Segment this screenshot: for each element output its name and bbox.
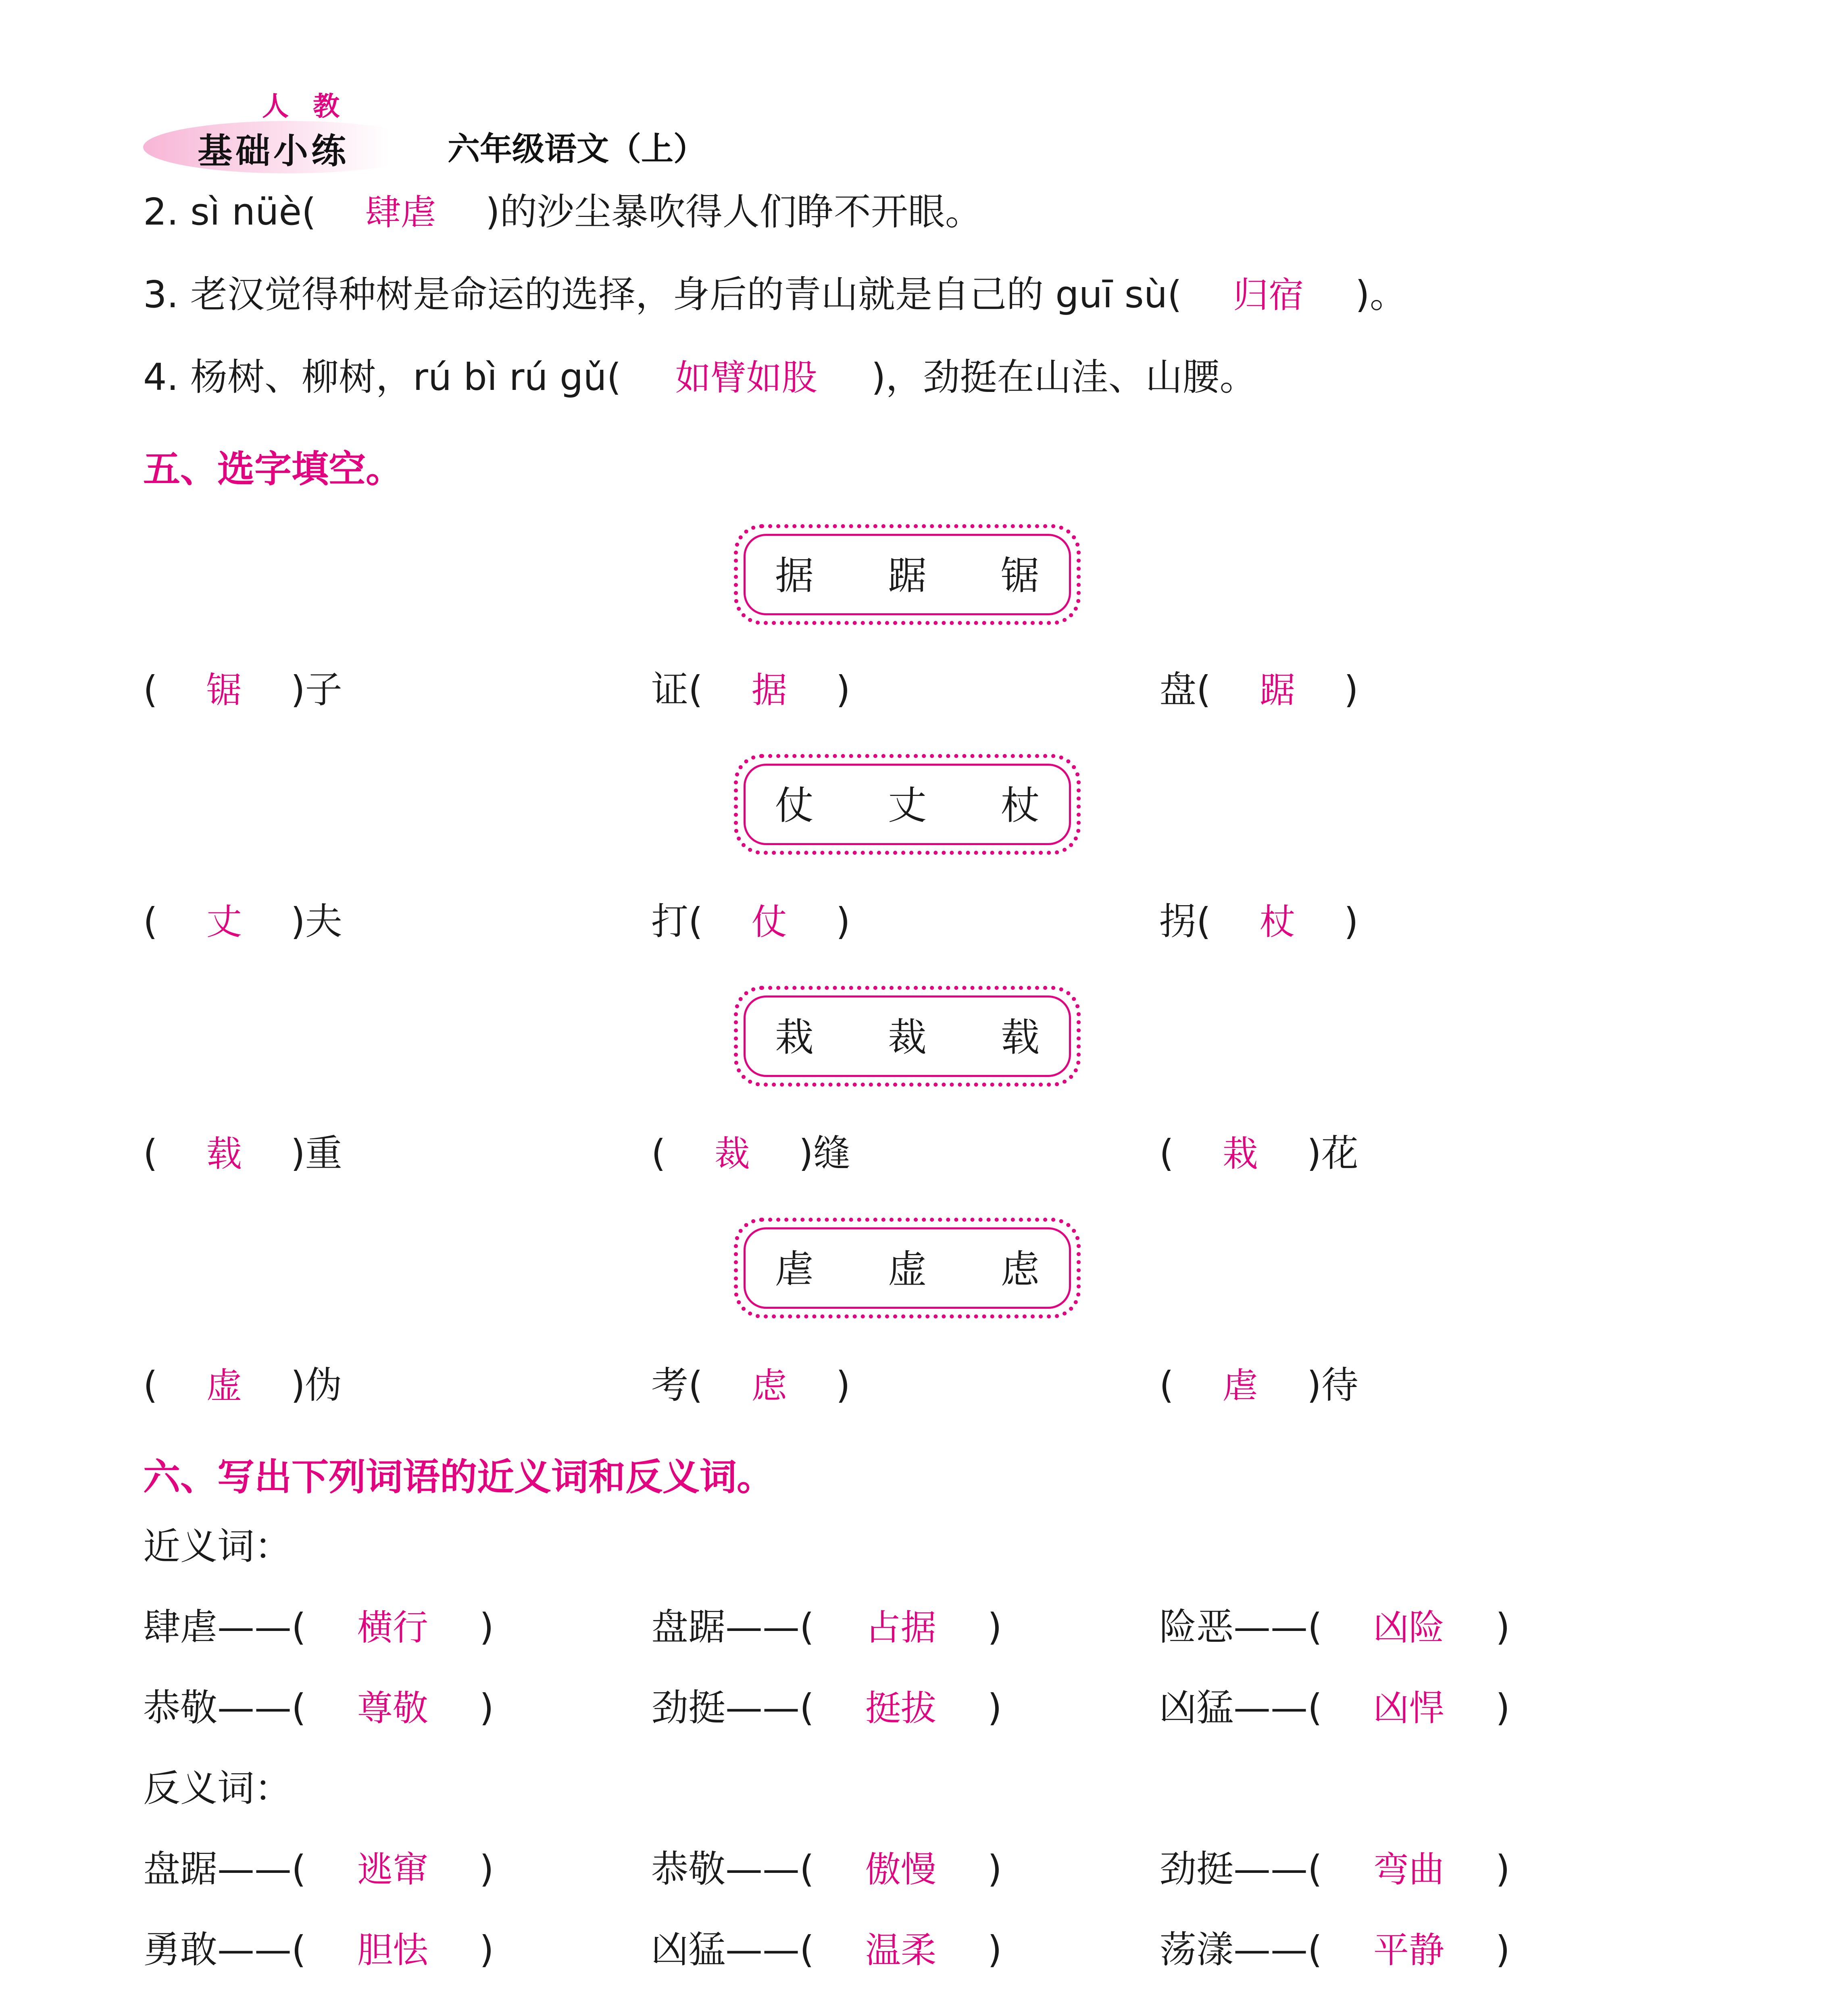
fill-item: ( 载 )重 xyxy=(143,1132,342,1175)
fill-item: 拐( 杖 ) xyxy=(1159,900,1358,943)
answer: 肆虐 xyxy=(365,192,436,233)
word-pair: 荡漾——( 平静 ) xyxy=(1159,1928,1510,1971)
word-pair: 盘踞——( 占据 ) xyxy=(651,1606,1002,1649)
q4-item-4: 4. 杨树、柳树，rú bì rú gǔ( 如臂如股 )，劲挺在山洼、山腰。 xyxy=(143,356,1257,399)
header-logo-main: 基础小练 xyxy=(198,131,349,171)
frame-chars-3: 栽 裁 载 xyxy=(775,1015,1040,1060)
fill-item: ( 裁 )缝 xyxy=(651,1132,850,1175)
antonym-label: 反义词： xyxy=(143,1767,292,1810)
header-logo-small: 人教 xyxy=(262,91,364,122)
word-pair: 险恶——( 凶险 ) xyxy=(1159,1606,1510,1649)
frame-chars-2: 仗 丈 杖 xyxy=(775,783,1040,828)
word-pair: 劲挺——( 挺拔 ) xyxy=(651,1686,1002,1729)
answer: 如臂如股 xyxy=(675,357,817,398)
fill-item: ( 虐 )待 xyxy=(1159,1364,1358,1407)
word-pair: 凶猛——( 温柔 ) xyxy=(651,1928,1002,1971)
word-pair: 恭敬——( 傲慢 ) xyxy=(651,1847,1002,1891)
fill-item: ( 虚 )伪 xyxy=(143,1364,342,1407)
word-pair: 盘踞——( 逃窜 ) xyxy=(143,1847,494,1891)
fill-item: ( 锯 )子 xyxy=(143,668,342,711)
word-pair: 凶猛——( 凶悍 ) xyxy=(1159,1686,1510,1729)
q4-item-2: 2. sì nüè( 肆虐 )的沙尘暴吹得人们睁不开眼。 xyxy=(143,190,982,233)
section6-title: 六、写出下列词语的近义词和反义词。 xyxy=(143,1456,774,1499)
synonym-label: 近义词： xyxy=(143,1525,292,1568)
fill-item: 考( 虑 ) xyxy=(651,1364,850,1407)
word-pair: 勇敢——( 胆怯 ) xyxy=(143,1928,494,1971)
frame-chars-1: 据 踞 锯 xyxy=(775,553,1040,598)
section7-title xyxy=(143,2014,514,2016)
word-pair: 恭敬——( 尊敬 ) xyxy=(143,1686,494,1729)
fill-item: 证( 据 ) xyxy=(651,668,850,711)
fill-item: ( 丈 )夫 xyxy=(143,900,342,943)
section5-title: 五、选字填空。 xyxy=(143,448,403,491)
frame-chars-4: 虐 虚 虑 xyxy=(775,1247,1040,1292)
fill-item: 打( 仗 ) xyxy=(651,900,850,943)
word-pair: 劲挺——( 弯曲 ) xyxy=(1159,1847,1510,1891)
word-pair: 肆虐——( 横行 ) xyxy=(143,1606,494,1649)
header-title: 六年级语文（上） xyxy=(448,130,706,168)
q4-item-3: 3. 老汉觉得种树是命运的选择，身后的青山就是自己的 guī sù( 归宿 )。 xyxy=(143,273,1407,316)
fill-item: 盘( 踞 ) xyxy=(1159,668,1358,711)
fill-item: ( 栽 )花 xyxy=(1159,1132,1358,1175)
answer: 归宿 xyxy=(1233,274,1304,316)
